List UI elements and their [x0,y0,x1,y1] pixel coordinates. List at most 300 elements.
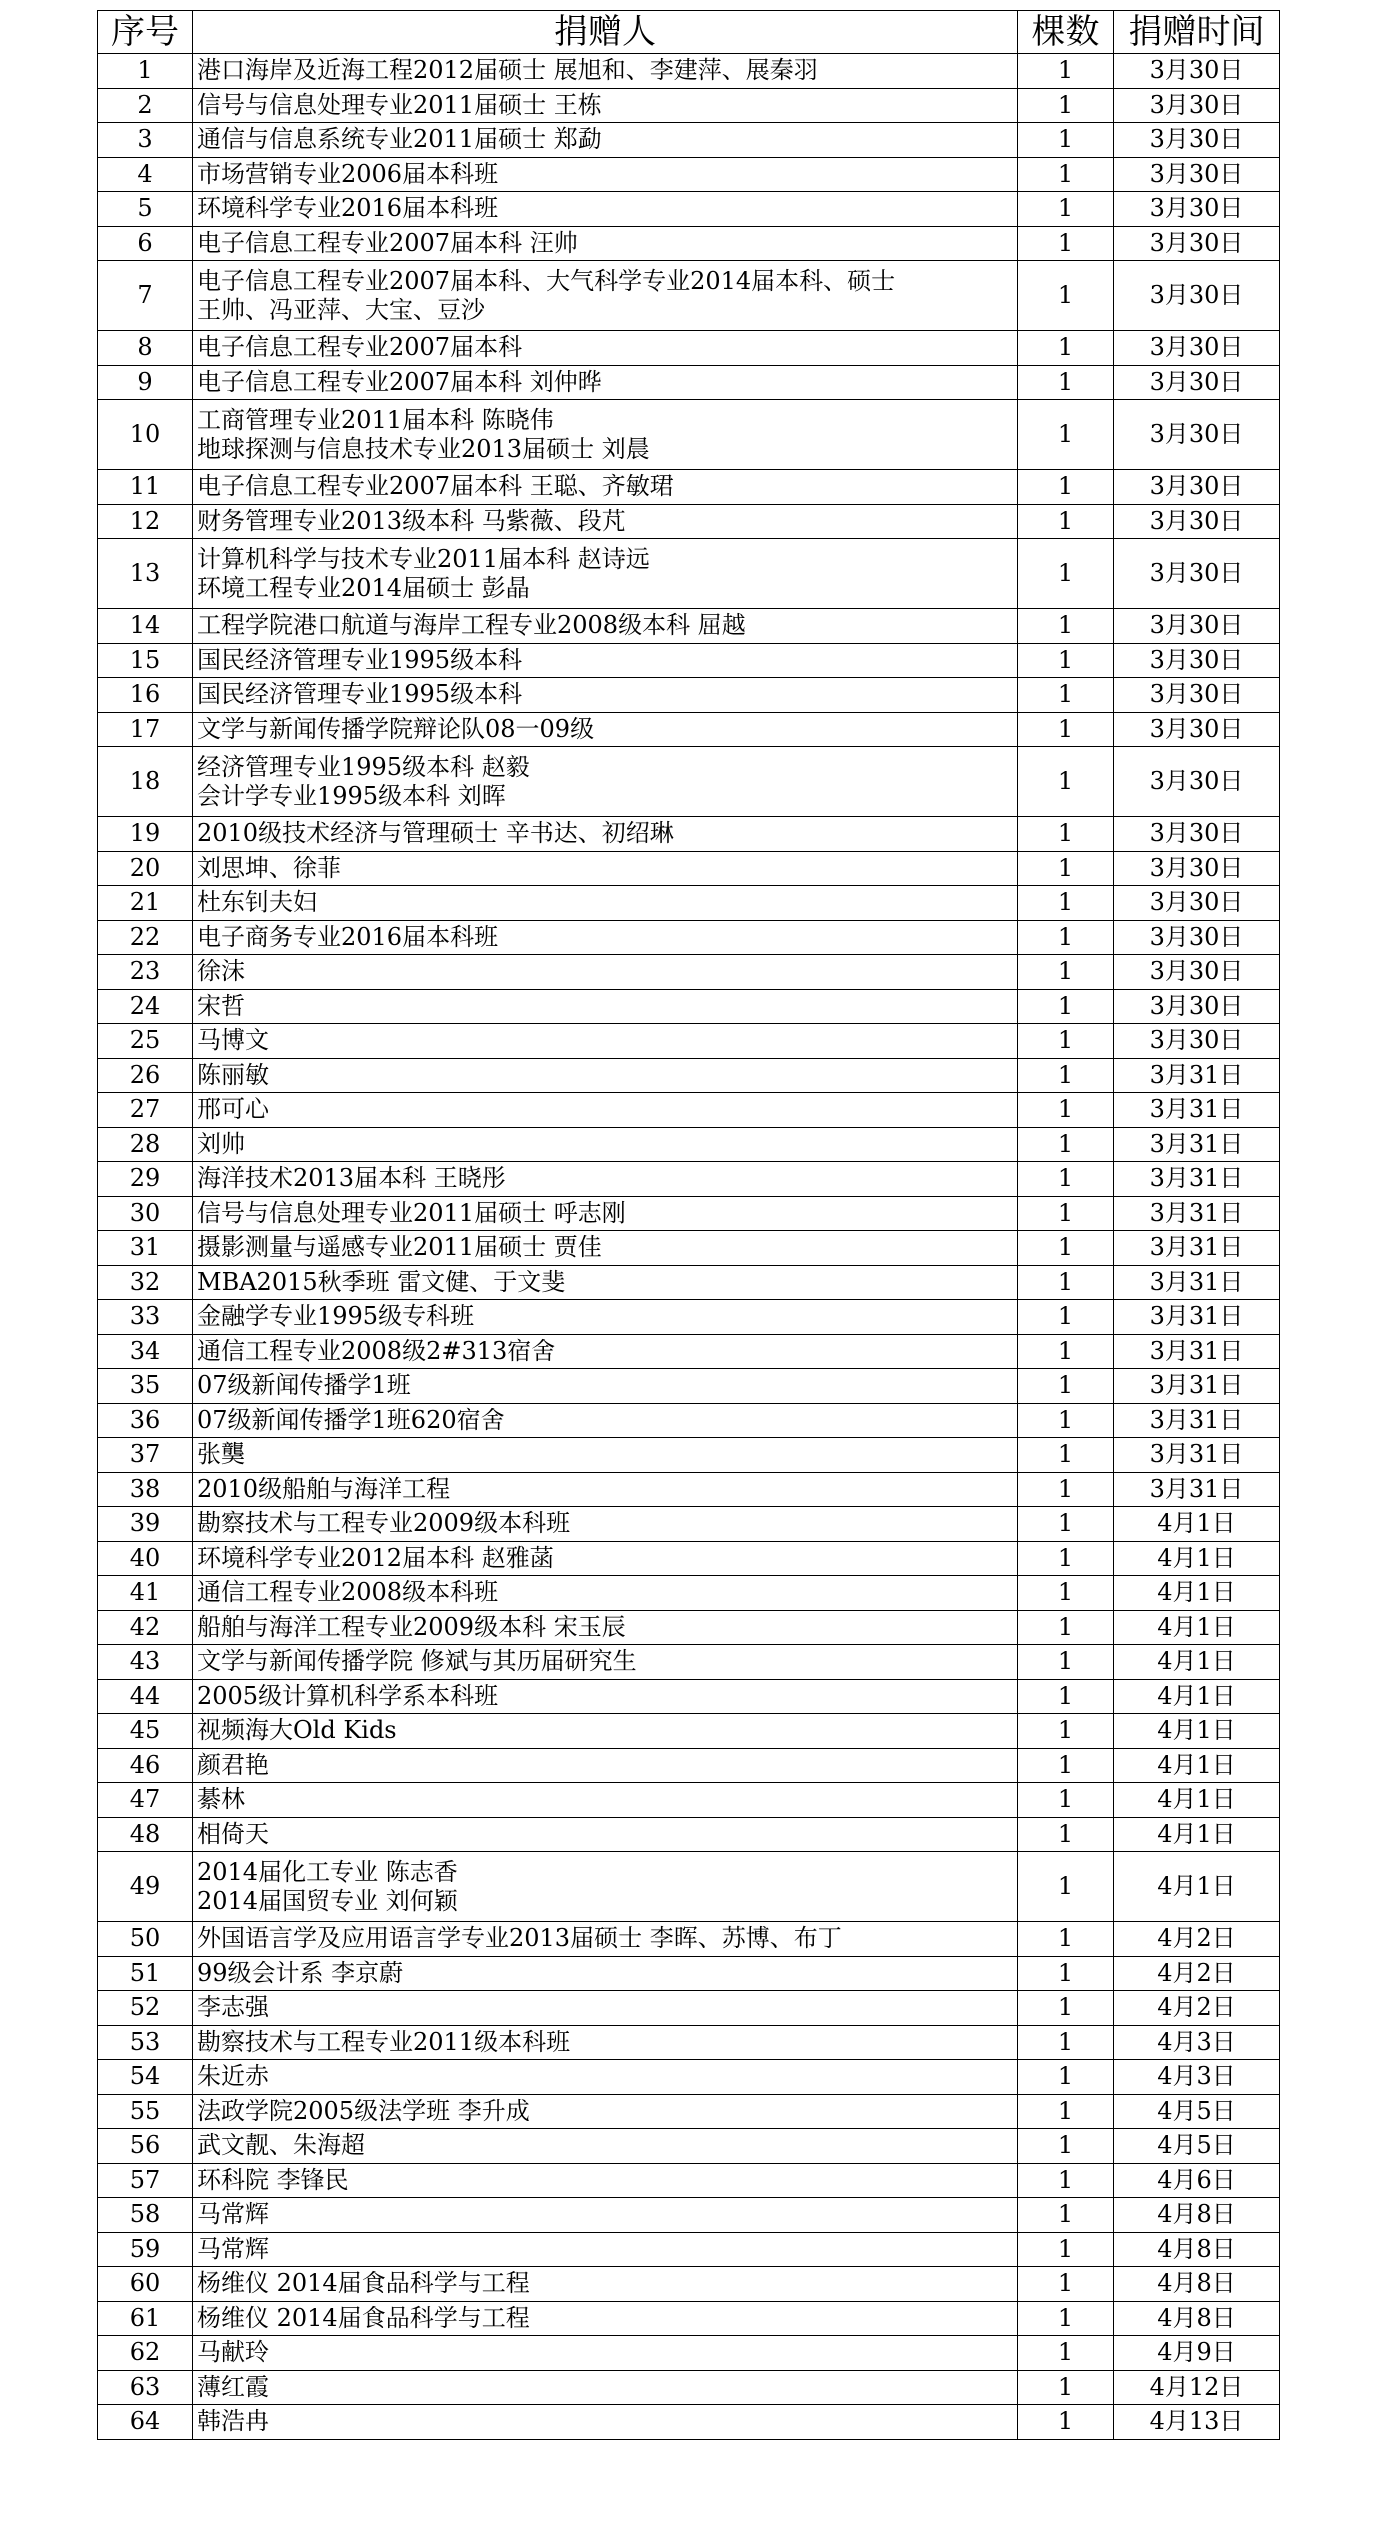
row-index: 18 [98,747,193,817]
row-count: 1 [1018,1196,1114,1231]
table-row [98,1265,1280,1300]
row-index: 11 [98,470,193,505]
row-date: 3月30日 [1114,851,1280,886]
row-donor [193,1334,1018,1369]
donor-line: 电子信息工程专业2007届本科 [197,333,523,362]
row-donor [193,1783,1018,1818]
row-donor [193,331,1018,366]
row-date: 3月30日 [1114,261,1280,331]
row-donor [193,609,1018,644]
table-row [98,504,1280,539]
row-count: 1 [1018,1576,1114,1611]
row-date: 3月30日 [1114,157,1280,192]
row-donor [193,88,1018,123]
donor-line: 环境科学专业2012届本科 赵雅菡 [197,1543,554,1572]
table-row [98,1403,1280,1438]
row-donor [193,1645,1018,1680]
table-row [98,1093,1280,1128]
row-donor [193,1024,1018,1059]
table-row [98,1300,1280,1335]
row-donor [193,1748,1018,1783]
table-row [98,2060,1280,2095]
donor-line: 电子信息工程专业2007届本科 王聪、齐敏珺 [197,472,674,501]
row-index: 59 [98,2232,193,2267]
donor-line: 文学与新闻传播学院辩论队08一09级 [197,714,595,743]
table-row [98,1127,1280,1162]
table-row [98,1507,1280,1542]
row-date: 3月31日 [1114,1127,1280,1162]
table-row [98,747,1280,817]
row-date: 3月31日 [1114,1369,1280,1404]
donor-line: 王帅、冯亚萍、大宝、豆沙 [197,295,485,324]
donor-line: 薄红霞 [197,2372,269,2401]
row-index: 62 [98,2336,193,2371]
row-index: 6 [98,226,193,261]
row-index: 24 [98,989,193,1024]
donor-line: 马献玲 [197,2338,269,2367]
row-donor [193,1438,1018,1473]
donor-line: 杜东钊夫妇 [197,888,317,917]
row-date: 4月6日 [1114,2163,1280,2198]
row-donor [193,1127,1018,1162]
row-index: 58 [98,2198,193,2233]
row-count: 1 [1018,643,1114,678]
row-index: 53 [98,2025,193,2060]
table-row [98,157,1280,192]
row-count: 1 [1018,157,1114,192]
row-count: 1 [1018,54,1114,89]
row-donor [193,886,1018,921]
row-donor [193,2198,1018,2233]
row-donor [193,678,1018,713]
table-row [98,2405,1280,2440]
donor-line: 07级新闻传播学1班620宿舍 [197,1405,505,1434]
row-index: 50 [98,1922,193,1957]
donor-line: 市场营销专业2006届本科班 [197,159,499,188]
donor-line: 国民经济管理专业1995级本科 [197,645,523,674]
row-count: 1 [1018,747,1114,817]
row-count: 1 [1018,2301,1114,2336]
row-date: 3月30日 [1114,886,1280,921]
row-donor [193,2370,1018,2405]
donor-line: 徐沫 [197,957,245,986]
row-index: 48 [98,1817,193,1852]
row-count: 1 [1018,1956,1114,1991]
table-row [98,2129,1280,2164]
row-donor [193,2060,1018,2095]
row-date: 3月30日 [1114,1024,1280,1059]
row-date: 4月1日 [1114,1714,1280,1749]
row-index: 52 [98,1991,193,2026]
donor-line: 刘帅 [197,1129,245,1158]
table-row [98,817,1280,852]
row-index: 51 [98,1956,193,1991]
row-date: 4月1日 [1114,1576,1280,1611]
row-date: 3月31日 [1114,1093,1280,1128]
row-date: 4月2日 [1114,1922,1280,1957]
table-row [98,851,1280,886]
row-donor [193,989,1018,1024]
row-count: 1 [1018,123,1114,158]
row-date: 3月31日 [1114,1334,1280,1369]
row-index: 60 [98,2267,193,2302]
row-count: 1 [1018,2370,1114,2405]
row-count: 1 [1018,192,1114,227]
row-count: 1 [1018,851,1114,886]
row-index: 13 [98,539,193,609]
row-count: 1 [1018,886,1114,921]
row-donor [193,261,1018,331]
row-count: 1 [1018,2025,1114,2060]
row-count: 1 [1018,226,1114,261]
row-count: 1 [1018,2405,1114,2440]
row-count: 1 [1018,955,1114,990]
row-count: 1 [1018,817,1114,852]
row-donor [193,712,1018,747]
donor-line: 陈丽敏 [197,1060,269,1089]
donor-line: 2014届化工专业 陈志香 [197,1857,458,1886]
donor-line: 通信工程专业2008级2#313宿舍 [197,1336,556,1365]
donor-line: 电子信息工程专业2007届本科 汪帅 [197,228,578,257]
row-donor [193,1714,1018,1749]
donor-line: 2014届国贸专业 刘何颖 [197,1886,458,1915]
donor-line: 信号与信息处理专业2011届硕士 呼志刚 [197,1198,626,1227]
row-date: 4月1日 [1114,1783,1280,1818]
row-count: 1 [1018,1645,1114,1680]
row-count: 1 [1018,989,1114,1024]
row-donor [193,2163,1018,2198]
row-count: 1 [1018,261,1114,331]
row-date: 3月30日 [1114,470,1280,505]
row-donor [193,1922,1018,1957]
donor-line: 99级会计系 李京蔚 [197,1958,404,1987]
row-count: 1 [1018,1024,1114,1059]
row-donor [193,1093,1018,1128]
row-index: 32 [98,1265,193,1300]
donor-line: 地球探测与信息技术专业2013届硕士 刘晨 [197,434,650,463]
row-count: 1 [1018,1265,1114,1300]
table-row [98,88,1280,123]
row-donor [193,157,1018,192]
row-index: 63 [98,2370,193,2405]
table-row [98,1991,1280,2026]
table-row [98,609,1280,644]
row-date: 4月1日 [1114,1852,1280,1922]
row-date: 3月30日 [1114,54,1280,89]
row-donor [193,539,1018,609]
row-donor [193,400,1018,470]
row-index: 19 [98,817,193,852]
row-index: 43 [98,1645,193,1680]
row-donor [193,504,1018,539]
donor-line: 港口海岸及近海工程2012届硕士 展旭和、李建萍、展秦羽 [197,56,818,85]
table-body [98,54,1280,2440]
table-row [98,365,1280,400]
table-row [98,1922,1280,1957]
donor-line: 通信与信息系统专业2011届硕士 郑勐 [197,125,602,154]
row-count: 1 [1018,88,1114,123]
row-index: 33 [98,1300,193,1335]
row-date: 3月30日 [1114,609,1280,644]
table-row [98,400,1280,470]
table-row [98,1956,1280,1991]
row-date: 3月30日 [1114,123,1280,158]
row-index: 14 [98,609,193,644]
table-row [98,331,1280,366]
header-row [98,11,1280,54]
donor-line: 马博文 [197,1026,269,1055]
donor-line: 颜君艳 [197,1750,269,1779]
table-row [98,643,1280,678]
row-count: 1 [1018,1231,1114,1266]
row-date: 4月2日 [1114,1991,1280,2026]
row-index: 27 [98,1093,193,1128]
table-row [98,1196,1280,1231]
row-donor [193,1472,1018,1507]
donor-line: 文学与新闻传播学院 修斌与其历届研究生 [197,1647,637,1676]
row-donor [193,1369,1018,1404]
row-date: 3月31日 [1114,1300,1280,1335]
donor-line: 相倚天 [197,1819,269,1848]
row-count: 1 [1018,2198,1114,2233]
donor-line: 电子商务专业2016届本科班 [197,922,499,951]
row-index: 35 [98,1369,193,1404]
row-count: 1 [1018,1783,1114,1818]
row-donor [193,1817,1018,1852]
row-index: 42 [98,1610,193,1645]
table-row [98,470,1280,505]
row-count: 1 [1018,1610,1114,1645]
table-row [98,2198,1280,2233]
row-index: 56 [98,2129,193,2164]
row-date: 4月1日 [1114,1610,1280,1645]
donor-line: 李志强 [197,1993,269,2022]
row-date: 3月31日 [1114,1162,1280,1197]
header-donor: 捐赠人 [193,11,1018,54]
donor-line: 外国语言学及应用语言学专业2013届硕士 李晖、苏博、布丁 [197,1924,842,1953]
row-count: 1 [1018,1748,1114,1783]
donor-line: 武文靓、朱海超 [197,2131,365,2160]
donor-line: 环科院 李锋民 [197,2165,349,2194]
row-index: 30 [98,1196,193,1231]
row-donor [193,2129,1018,2164]
row-donor [193,1403,1018,1438]
header-index: 序号 [98,11,193,54]
donor-line: 马常辉 [197,2200,269,2229]
donor-line: 杨维仪 2014届食品科学与工程 [197,2269,530,2298]
donor-line: 工程学院港口航道与海岸工程专业2008级本科 屈越 [197,611,746,640]
row-date: 3月31日 [1114,1265,1280,1300]
row-donor [193,1231,1018,1266]
row-index: 10 [98,400,193,470]
row-date: 3月30日 [1114,955,1280,990]
row-date: 4月8日 [1114,2267,1280,2302]
donor-line: 电子信息工程专业2007届本科 刘仲晔 [197,367,602,396]
row-index: 28 [98,1127,193,1162]
table-row [98,1231,1280,1266]
row-index: 46 [98,1748,193,1783]
row-donor [193,747,1018,817]
donor-line: 2010级技术经济与管理硕士 辛书达、初绍琳 [197,819,674,848]
donor-line: 宋哲 [197,991,245,1020]
donor-line: 海洋技术2013届本科 王晓彤 [197,1164,506,1193]
row-index: 34 [98,1334,193,1369]
row-donor [193,2301,1018,2336]
table-row [98,955,1280,990]
table-row [98,1852,1280,1922]
row-donor [193,1576,1018,1611]
row-count: 1 [1018,1058,1114,1093]
row-donor [193,2025,1018,2060]
table-row [98,261,1280,331]
table-row [98,2301,1280,2336]
row-donor [193,1507,1018,1542]
row-donor [193,226,1018,261]
row-date: 3月30日 [1114,920,1280,955]
row-index: 25 [98,1024,193,1059]
row-date: 4月8日 [1114,2198,1280,2233]
row-count: 1 [1018,539,1114,609]
row-count: 1 [1018,1817,1114,1852]
row-index: 26 [98,1058,193,1093]
row-donor [193,1991,1018,2026]
row-count: 1 [1018,1093,1114,1128]
donor-line: 07级新闻传播学1班 [197,1371,411,1400]
row-count: 1 [1018,1162,1114,1197]
row-count: 1 [1018,331,1114,366]
row-date: 4月1日 [1114,1679,1280,1714]
donor-line: 刘思坤、徐菲 [197,853,341,882]
table-row [98,1714,1280,1749]
row-date: 3月30日 [1114,747,1280,817]
row-date: 3月31日 [1114,1196,1280,1231]
row-index: 55 [98,2094,193,2129]
row-date: 3月31日 [1114,1403,1280,1438]
row-count: 1 [1018,1438,1114,1473]
donor-line: 摄影测量与遥感专业2011届硕士 贾佳 [197,1233,602,1262]
row-date: 3月31日 [1114,1231,1280,1266]
donor-line: 2005级计算机科学系本科班 [197,1681,499,1710]
row-donor [193,1162,1018,1197]
row-index: 1 [98,54,193,89]
table-row [98,2163,1280,2198]
row-index: 5 [98,192,193,227]
donor-line: 通信工程专业2008级本科班 [197,1578,499,1607]
row-donor [193,54,1018,89]
table-row [98,712,1280,747]
donor-line: MBA2015秋季班 雷文健、于文斐 [197,1267,566,1296]
table-row [98,1748,1280,1783]
table-row [98,2370,1280,2405]
row-index: 38 [98,1472,193,1507]
row-index: 64 [98,2405,193,2440]
row-date: 4月1日 [1114,1541,1280,1576]
donor-line: 金融学专业1995级专科班 [197,1302,475,1331]
row-count: 1 [1018,1922,1114,1957]
row-index: 17 [98,712,193,747]
row-donor [193,955,1018,990]
row-date: 4月1日 [1114,1748,1280,1783]
row-count: 1 [1018,1541,1114,1576]
table-row [98,1645,1280,1680]
donor-line: 邢可心 [197,1095,269,1124]
row-index: 22 [98,920,193,955]
table-row [98,2094,1280,2129]
row-donor [193,470,1018,505]
row-index: 12 [98,504,193,539]
table-row [98,1162,1280,1197]
table-row [98,123,1280,158]
row-date: 3月30日 [1114,643,1280,678]
row-count: 1 [1018,400,1114,470]
table-row [98,1817,1280,1852]
row-count: 1 [1018,2163,1114,2198]
row-donor [193,851,1018,886]
row-count: 1 [1018,712,1114,747]
row-donor [193,817,1018,852]
row-count: 1 [1018,470,1114,505]
row-date: 3月30日 [1114,504,1280,539]
row-count: 1 [1018,504,1114,539]
row-donor [193,643,1018,678]
row-index: 61 [98,2301,193,2336]
table-row [98,1438,1280,1473]
row-index: 37 [98,1438,193,1473]
row-index: 44 [98,1679,193,1714]
row-date: 4月13日 [1114,2405,1280,2440]
row-count: 1 [1018,609,1114,644]
row-donor [193,1610,1018,1645]
donor-line: 会计学专业1995级本科 刘晖 [197,781,506,810]
row-date: 3月31日 [1114,1058,1280,1093]
row-index: 16 [98,678,193,713]
row-date: 3月30日 [1114,989,1280,1024]
donor-line: 杨维仪 2014届食品科学与工程 [197,2303,530,2332]
row-count: 1 [1018,1852,1114,1922]
row-donor [193,192,1018,227]
row-count: 1 [1018,1714,1114,1749]
row-index: 9 [98,365,193,400]
table-row [98,989,1280,1024]
row-date: 4月1日 [1114,1645,1280,1680]
row-count: 1 [1018,2060,1114,2095]
row-index: 7 [98,261,193,331]
row-donor [193,1852,1018,1922]
row-date: 4月8日 [1114,2301,1280,2336]
row-date: 3月30日 [1114,678,1280,713]
table-row [98,2232,1280,2267]
row-index: 2 [98,88,193,123]
row-count: 1 [1018,2232,1114,2267]
row-count: 1 [1018,1300,1114,1335]
row-count: 1 [1018,678,1114,713]
donor-line: 綦林 [197,1785,245,1814]
row-date: 3月30日 [1114,712,1280,747]
row-date: 4月12日 [1114,2370,1280,2405]
row-date: 4月1日 [1114,1507,1280,1542]
row-donor [193,920,1018,955]
row-donor [193,123,1018,158]
table-row [98,1541,1280,1576]
donor-line: 船舶与海洋工程专业2009级本科 宋玉辰 [197,1612,626,1641]
row-date: 3月30日 [1114,192,1280,227]
table-row [98,1783,1280,1818]
row-index: 23 [98,955,193,990]
row-index: 8 [98,331,193,366]
table-row [98,2267,1280,2302]
row-date: 4月1日 [1114,1817,1280,1852]
table-row [98,226,1280,261]
